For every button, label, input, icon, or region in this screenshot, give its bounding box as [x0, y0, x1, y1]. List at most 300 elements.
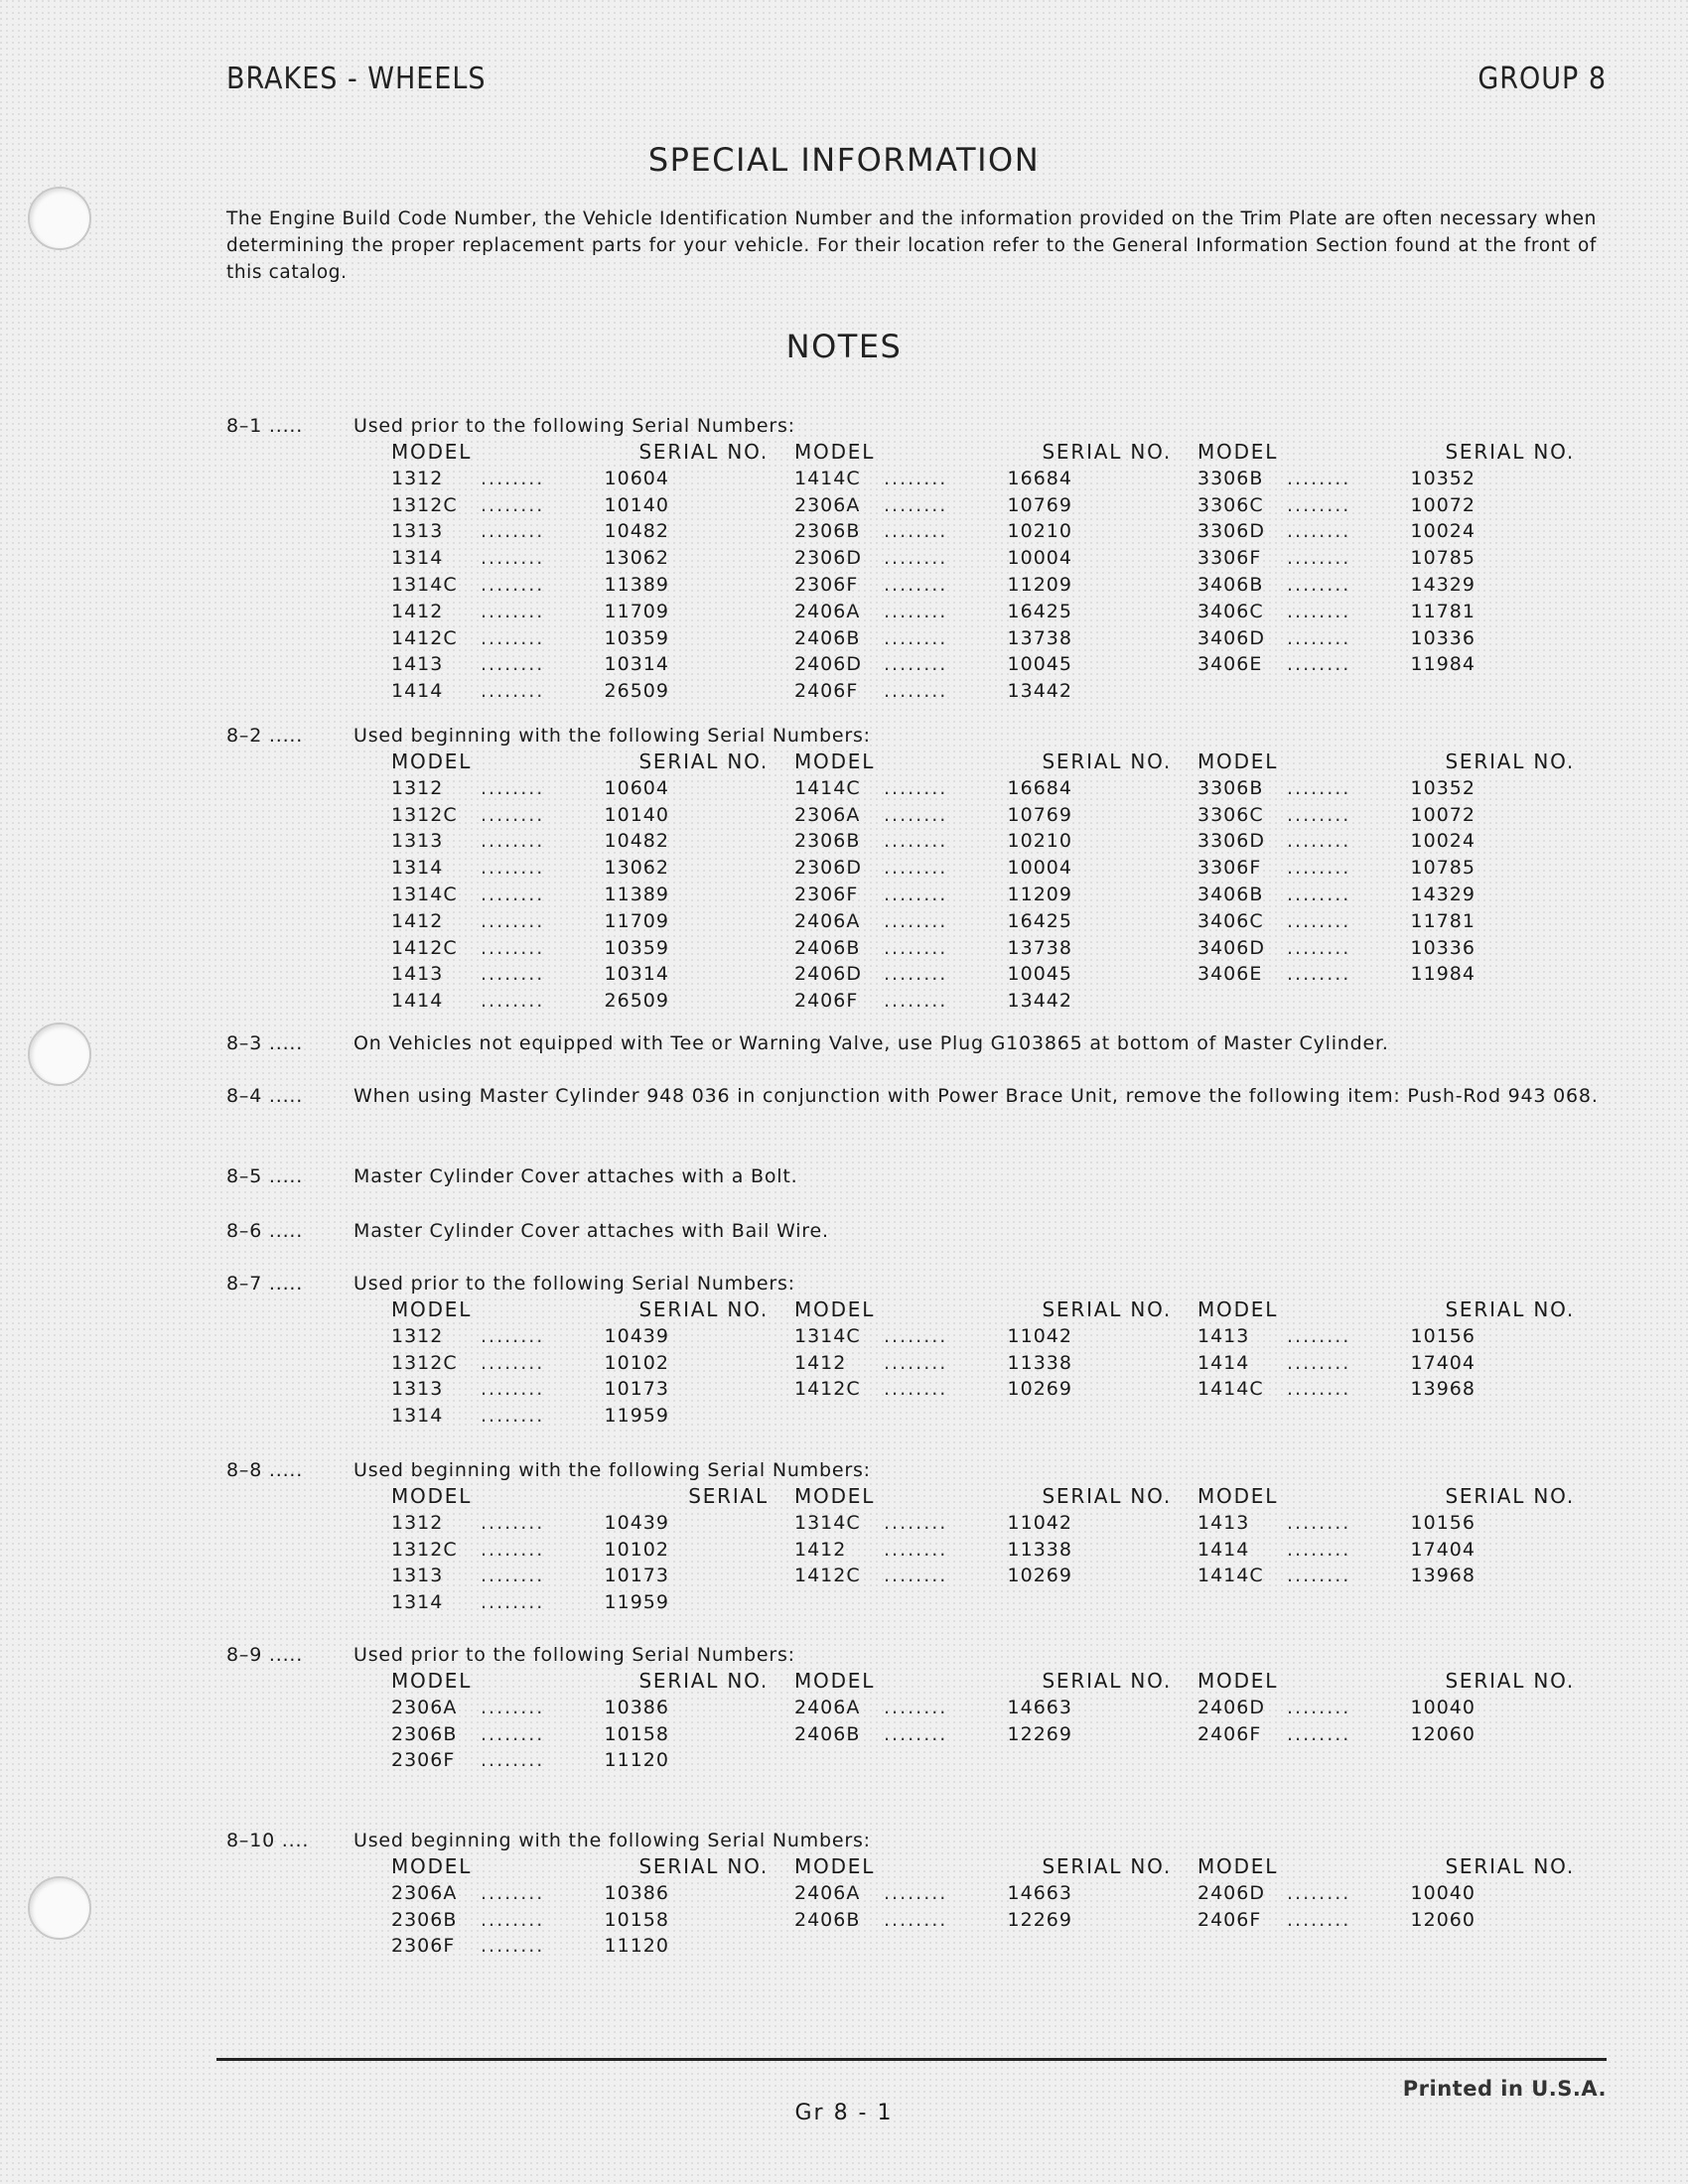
model-value: 2406B — [794, 1908, 861, 1931]
note-number: 8–6 ..... — [226, 1220, 304, 1242]
serial-header: SERIAL NO. — [1445, 1297, 1575, 1321]
leader-dots: ........ — [1287, 467, 1351, 489]
serial-value: 10040 — [1410, 1881, 1476, 1904]
model-value: 3406D — [1197, 626, 1265, 649]
note-number: 8–3 ..... — [226, 1032, 304, 1054]
model-header: MODEL — [794, 1669, 876, 1693]
table-row — [391, 492, 794, 519]
model-value: 1312 — [391, 776, 444, 799]
leader-dots: ........ — [1287, 936, 1351, 959]
model-value: 1414C — [794, 776, 861, 799]
leader-dots: ........ — [884, 600, 948, 622]
note-line — [226, 1218, 1617, 1245]
printed-in-label: Printed in U.S.A. — [1402, 2077, 1607, 2101]
leader-dots: ........ — [481, 1935, 545, 1958]
serial-value: 12060 — [1410, 1908, 1476, 1931]
table-row — [794, 908, 1197, 935]
table-row — [794, 1323, 1197, 1350]
model-value: 1413 — [391, 963, 444, 986]
model-value: 1314 — [391, 547, 444, 570]
serial-value: 10439 — [604, 1324, 669, 1347]
note-line — [226, 1271, 1617, 1297]
serial-value: 10352 — [1410, 776, 1476, 799]
serial-value: 11120 — [604, 1749, 669, 1772]
table-row — [1197, 1537, 1601, 1564]
model-value: 2406B — [794, 936, 861, 959]
column-header — [794, 1297, 1197, 1323]
model-value: 3306F — [1197, 547, 1262, 570]
serial-value: 10604 — [604, 467, 669, 489]
leader-dots: ........ — [884, 547, 948, 570]
serial-value: 10156 — [1410, 1324, 1476, 1347]
model-value: 2306A — [391, 1696, 458, 1718]
model-value: 2306F — [794, 573, 859, 596]
note-9 — [226, 1642, 1617, 1774]
serial-header: SERIAL NO. — [1445, 1484, 1575, 1508]
leader-dots: ........ — [1287, 830, 1351, 853]
leader-dots: ........ — [481, 1696, 545, 1718]
leader-dots: ........ — [481, 909, 545, 932]
serial-value: 11042 — [1007, 1511, 1072, 1534]
table-row — [391, 828, 794, 855]
model-value: 2406F — [1197, 1722, 1262, 1745]
leader-dots: ........ — [884, 680, 948, 703]
serial-value: 10314 — [604, 653, 669, 676]
leader-dots: ........ — [884, 909, 948, 932]
table-row — [794, 466, 1197, 492]
table-row — [1197, 935, 1601, 962]
model-value: 1412C — [794, 1565, 861, 1587]
table-row — [794, 572, 1197, 599]
column-header — [1197, 749, 1601, 775]
leader-dots: ........ — [481, 1511, 545, 1534]
serial-header: SERIAL NO. — [638, 1669, 769, 1693]
table-row — [1197, 1721, 1601, 1748]
leader-dots: ........ — [884, 1722, 948, 1745]
table-row — [391, 908, 794, 935]
model-header: MODEL — [794, 1297, 876, 1321]
leader-dots: ........ — [884, 883, 948, 905]
model-value: 2306F — [391, 1749, 456, 1772]
model-value: 3406B — [1197, 883, 1264, 905]
serial-value: 10045 — [1007, 963, 1072, 986]
model-header: MODEL — [391, 1297, 473, 1321]
leader-dots: ........ — [884, 1538, 948, 1561]
table-row — [794, 1695, 1197, 1721]
table-row — [1197, 651, 1601, 678]
table-row — [1197, 599, 1601, 625]
table-row — [391, 1323, 794, 1350]
table-row — [391, 1537, 794, 1564]
model-value: 2306D — [794, 547, 862, 570]
table-row — [794, 882, 1197, 908]
table-row — [794, 678, 1197, 705]
model-value: 2306A — [794, 493, 861, 516]
model-value: 1312C — [391, 803, 458, 826]
serial-column — [391, 1668, 794, 1774]
leader-dots: ........ — [884, 653, 948, 676]
table-row — [1197, 882, 1601, 908]
serial-value: 11389 — [604, 883, 669, 905]
table-row — [391, 961, 794, 988]
serial-value: 11209 — [1007, 573, 1072, 596]
section-header: BRAKES - WHEELS — [226, 62, 487, 96]
serial-value: 10439 — [604, 1511, 669, 1534]
table-row — [391, 1563, 794, 1589]
note-5 — [226, 1163, 1617, 1190]
serial-header: SERIAL NO. — [638, 750, 769, 773]
leader-dots: ........ — [481, 1405, 545, 1428]
model-header: MODEL — [1197, 1669, 1279, 1693]
note-text: Used beginning with the following Serial Numbers: — [353, 1830, 871, 1851]
table-row — [794, 625, 1197, 652]
table-row — [391, 1350, 794, 1377]
table-row — [1197, 1695, 1601, 1721]
serial-value: 14663 — [1007, 1696, 1072, 1718]
leader-dots: ........ — [481, 493, 545, 516]
model-header: MODEL — [391, 1669, 473, 1693]
leader-dots: ........ — [1287, 600, 1351, 622]
model-value: 2406B — [794, 626, 861, 649]
model-value: 2306B — [391, 1722, 458, 1745]
serial-value: 10314 — [604, 963, 669, 986]
model-value: 1313 — [391, 1565, 444, 1587]
note-number: 8–2 ..... — [226, 725, 304, 747]
serial-column — [1197, 749, 1601, 1015]
leader-dots: ........ — [1287, 1722, 1351, 1745]
note-line — [226, 1083, 1617, 1110]
serial-value: 10386 — [604, 1881, 669, 1904]
serial-value: 10604 — [604, 776, 669, 799]
leader-dots: ........ — [1287, 1511, 1351, 1534]
table-row — [1197, 492, 1601, 519]
serial-column — [391, 1853, 794, 1960]
note-number: 8–1 ..... — [226, 415, 304, 437]
serial-value: 11709 — [604, 909, 669, 932]
table-row — [391, 988, 794, 1015]
serial-value: 10785 — [1410, 547, 1476, 570]
serial-column — [794, 1853, 1197, 1960]
table-row — [794, 492, 1197, 519]
table-row — [1197, 1323, 1601, 1350]
leader-dots: ........ — [884, 626, 948, 649]
leader-dots: ........ — [1287, 547, 1351, 570]
serial-column — [794, 1297, 1197, 1430]
leader-dots: ........ — [481, 626, 545, 649]
model-value: 2306B — [794, 520, 861, 543]
table-row — [391, 855, 794, 882]
serial-value: 13738 — [1007, 936, 1072, 959]
model-header: MODEL — [1197, 1854, 1279, 1878]
model-value: 2306D — [794, 857, 862, 880]
model-value: 2406F — [794, 680, 859, 703]
model-value: 1414 — [1197, 1351, 1250, 1374]
table-row — [391, 599, 794, 625]
leader-dots: ........ — [481, 990, 545, 1013]
model-header: MODEL — [391, 1854, 473, 1878]
table-row — [391, 1695, 794, 1721]
model-value: 2306A — [794, 803, 861, 826]
column-header — [794, 749, 1197, 775]
serial-value: 16425 — [1007, 600, 1072, 622]
serial-value: 10140 — [604, 493, 669, 516]
note-2 — [226, 723, 1617, 1015]
model-value: 2406A — [794, 1881, 861, 1904]
serial-value: 10359 — [604, 626, 669, 649]
table-row — [391, 625, 794, 652]
table-row — [391, 882, 794, 908]
model-value: 1412 — [794, 1351, 847, 1374]
table-row — [794, 802, 1197, 829]
serial-header: SERIAL NO. — [1042, 1854, 1172, 1878]
model-header: MODEL — [391, 1484, 473, 1508]
column-header — [1197, 1483, 1601, 1510]
serial-value: 14329 — [1410, 883, 1476, 905]
leader-dots: ........ — [1287, 1378, 1351, 1401]
leader-dots: ........ — [1287, 776, 1351, 799]
binder-hole — [28, 187, 91, 250]
model-value: 3406E — [1197, 653, 1263, 676]
leader-dots: ........ — [1287, 857, 1351, 880]
special-information-text: The Engine Build Code Number, the Vehicle Identification Number and the information provided on the Trim Plate are often necessary when determining the proper replacement parts for your vehicle. For their location refer to the General Information Section found at the front of this catalog. — [226, 208, 1597, 283]
serial-value: 12060 — [1410, 1722, 1476, 1745]
model-value: 1412 — [391, 909, 444, 932]
table-row — [1197, 802, 1601, 829]
serial-value: 10785 — [1410, 857, 1476, 880]
serial-value: 11120 — [604, 1935, 669, 1958]
column-header — [1197, 1297, 1601, 1323]
serial-value: 10004 — [1007, 547, 1072, 570]
table-row — [391, 466, 794, 492]
model-value: 2406A — [794, 600, 861, 622]
serial-header: SERIAL NO. — [638, 440, 769, 464]
serial-header: SERIAL NO. — [1445, 440, 1575, 464]
serial-table — [391, 1297, 1617, 1430]
table-row — [794, 1376, 1197, 1403]
serial-value: 17404 — [1410, 1351, 1476, 1374]
model-header: MODEL — [1197, 1484, 1279, 1508]
leader-dots: ........ — [481, 936, 545, 959]
model-value: 1312C — [391, 493, 458, 516]
serial-value: 11389 — [604, 573, 669, 596]
note-line — [226, 1457, 1617, 1484]
serial-value: 14329 — [1410, 573, 1476, 596]
note-number: 8–10 .... — [226, 1830, 310, 1851]
model-value: 1414 — [391, 990, 444, 1013]
table-row — [391, 1747, 794, 1774]
serial-value: 10156 — [1410, 1511, 1476, 1534]
serial-value: 10158 — [604, 1908, 669, 1931]
model-value: 3406D — [1197, 936, 1265, 959]
serial-value: 10336 — [1410, 626, 1476, 649]
serial-value: 11709 — [604, 600, 669, 622]
leader-dots: ........ — [884, 573, 948, 596]
table-row — [1197, 1350, 1601, 1377]
table-row — [794, 1721, 1197, 1748]
note-4 — [226, 1083, 1617, 1110]
model-value: 1414C — [1197, 1378, 1264, 1401]
leader-dots: ........ — [1287, 653, 1351, 676]
serial-value: 13442 — [1007, 990, 1072, 1013]
note-text: Used prior to the following Serial Numbers: — [353, 1273, 795, 1295]
serial-column — [794, 749, 1197, 1015]
serial-value: 10072 — [1410, 493, 1476, 516]
leader-dots: ........ — [1287, 883, 1351, 905]
serial-value: 10482 — [604, 520, 669, 543]
leader-dots: ........ — [884, 493, 948, 516]
model-value: 2406D — [794, 963, 862, 986]
serial-header: SERIAL NO. — [638, 1297, 769, 1321]
serial-column — [794, 1668, 1197, 1774]
table-row — [1197, 1880, 1601, 1907]
binder-hole — [28, 1023, 91, 1086]
leader-dots: ........ — [481, 1324, 545, 1347]
serial-value: 13968 — [1410, 1565, 1476, 1587]
model-value: 2406D — [1197, 1696, 1265, 1718]
serial-value: 14663 — [1007, 1881, 1072, 1904]
model-value: 2406F — [794, 990, 859, 1013]
serial-value: 13968 — [1410, 1378, 1476, 1401]
leader-dots: ........ — [1287, 963, 1351, 986]
table-row — [794, 651, 1197, 678]
serial-header: SERIAL NO. — [1445, 1669, 1575, 1693]
serial-value: 11338 — [1007, 1538, 1072, 1561]
leader-dots: ........ — [1287, 626, 1351, 649]
serial-value: 10040 — [1410, 1696, 1476, 1718]
serial-value: 13062 — [604, 857, 669, 880]
table-row — [391, 1907, 794, 1934]
leader-dots: ........ — [481, 467, 545, 489]
serial-value: 10769 — [1007, 493, 1072, 516]
serial-value: 13442 — [1007, 680, 1072, 703]
model-value: 1312 — [391, 467, 444, 489]
model-value: 1313 — [391, 1378, 444, 1401]
serial-value: 11781 — [1410, 600, 1476, 622]
serial-table — [391, 1853, 1617, 1960]
note-text: Master Cylinder Cover attaches with Bail Wire. — [353, 1220, 829, 1242]
table-row — [391, 1933, 794, 1960]
model-value: 1314 — [391, 857, 444, 880]
model-value: 1314C — [391, 883, 458, 905]
serial-value: 10158 — [604, 1722, 669, 1745]
serial-value: 10004 — [1007, 857, 1072, 880]
column-header — [1197, 439, 1601, 466]
note-text: Used beginning with the following Serial Numbers: — [353, 1459, 871, 1481]
table-row — [1197, 625, 1601, 652]
model-value: 1314C — [391, 573, 458, 596]
serial-value: 10024 — [1410, 520, 1476, 543]
leader-dots: ........ — [884, 1881, 948, 1904]
leader-dots: ........ — [1287, 1565, 1351, 1587]
serial-value: 11209 — [1007, 883, 1072, 905]
note-6 — [226, 1218, 1617, 1245]
serial-value: 10359 — [604, 936, 669, 959]
table-row — [391, 1589, 794, 1616]
serial-value: 12269 — [1007, 1722, 1072, 1745]
model-value: 1312 — [391, 1511, 444, 1534]
table-row — [391, 1376, 794, 1403]
serial-value: 10102 — [604, 1538, 669, 1561]
note-text: Used prior to the following Serial Numbers: — [353, 1644, 795, 1666]
serial-column — [1197, 439, 1601, 705]
model-value: 2306B — [391, 1908, 458, 1931]
model-value: 1413 — [391, 653, 444, 676]
table-row — [794, 935, 1197, 962]
note-line — [226, 723, 1617, 750]
leader-dots: ........ — [1287, 493, 1351, 516]
note-text: Used prior to the following Serial Numbers: — [353, 415, 795, 437]
model-header: MODEL — [1197, 750, 1279, 773]
serial-column — [391, 439, 794, 705]
serial-value: 10072 — [1410, 803, 1476, 826]
table-row — [1197, 545, 1601, 572]
model-value: 1412C — [391, 626, 458, 649]
table-row — [391, 1880, 794, 1907]
note-text: Master Cylinder Cover attaches with a Bolt. — [353, 1165, 798, 1187]
table-row — [1197, 828, 1601, 855]
model-value: 3306D — [1197, 520, 1265, 543]
serial-value: 10769 — [1007, 803, 1072, 826]
note-text: On Vehicles not equipped with Tee or Warning Valve, use Plug G103865 at bottom of Master Cylinder. — [353, 1032, 1389, 1054]
leader-dots: ........ — [481, 857, 545, 880]
serial-column — [391, 749, 794, 1015]
leader-dots: ........ — [884, 990, 948, 1013]
model-value: 2406F — [1197, 1908, 1262, 1931]
model-header: MODEL — [794, 440, 876, 464]
column-header — [794, 439, 1197, 466]
table-row — [794, 775, 1197, 802]
serial-value: 11984 — [1410, 963, 1476, 986]
table-row — [794, 988, 1197, 1015]
table-row — [1197, 518, 1601, 545]
serial-value: 10024 — [1410, 830, 1476, 853]
serial-value: 11042 — [1007, 1324, 1072, 1347]
note-line — [226, 413, 1617, 440]
serial-value: 26509 — [604, 680, 669, 703]
note-text: Used beginning with the following Serial Numbers: — [353, 725, 871, 747]
serial-value: 11959 — [604, 1405, 669, 1428]
leader-dots: ........ — [884, 1696, 948, 1718]
model-value: 1312C — [391, 1538, 458, 1561]
note-number: 8–8 ..... — [226, 1459, 304, 1481]
leader-dots: ........ — [1287, 1881, 1351, 1904]
table-row — [391, 1510, 794, 1537]
leader-dots: ........ — [481, 520, 545, 543]
serial-header: SERIAL — [688, 1484, 769, 1508]
note-8 — [226, 1457, 1617, 1616]
column-header — [794, 1483, 1197, 1510]
leader-dots: ........ — [481, 1908, 545, 1931]
column-header — [391, 1483, 794, 1510]
model-value: 1413 — [1197, 1324, 1250, 1347]
note-line — [226, 1642, 1617, 1669]
leader-dots: ........ — [884, 936, 948, 959]
serial-value: 12269 — [1007, 1908, 1072, 1931]
table-row — [1197, 855, 1601, 882]
leader-dots: ........ — [481, 830, 545, 853]
leader-dots: ........ — [884, 1351, 948, 1374]
note-10 — [226, 1828, 1617, 1960]
serial-column — [1197, 1853, 1601, 1960]
table-row — [794, 855, 1197, 882]
serial-value: 10173 — [604, 1378, 669, 1401]
model-header: MODEL — [794, 1854, 876, 1878]
serial-value: 10386 — [604, 1696, 669, 1718]
serial-header: SERIAL NO. — [1445, 750, 1575, 773]
leader-dots: ........ — [481, 1538, 545, 1561]
leader-dots: ........ — [481, 883, 545, 905]
serial-value: 16425 — [1007, 909, 1072, 932]
